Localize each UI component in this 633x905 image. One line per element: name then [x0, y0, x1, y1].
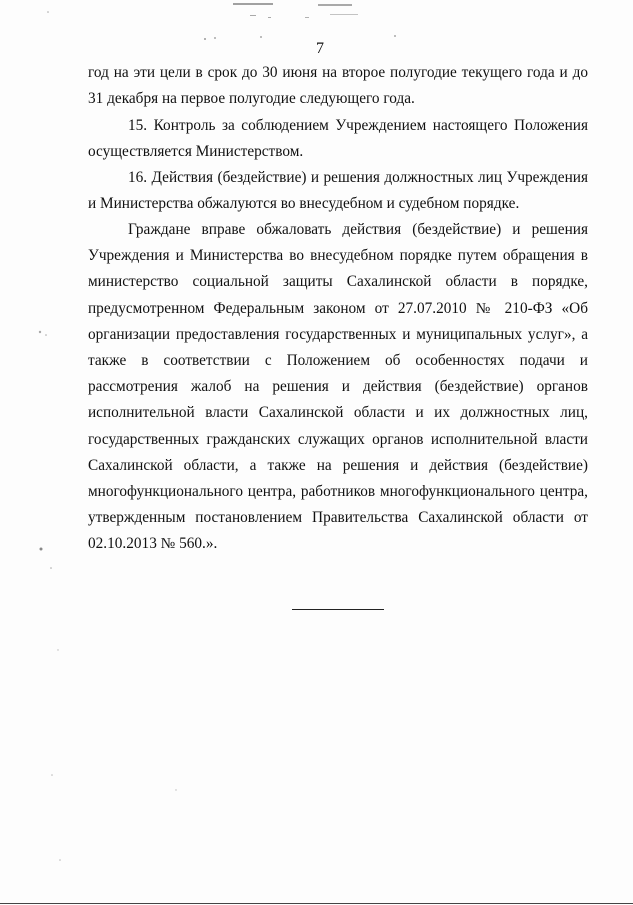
continuation-paragraph	[88, 60, 588, 112]
page-number: 7	[316, 40, 324, 57]
appeal-paragraph	[88, 217, 588, 558]
item-16-paragraph	[88, 165, 588, 217]
end-separator-line	[292, 609, 384, 610]
item-15-paragraph	[88, 113, 588, 165]
paragraph-text: 16. Действия (бездействие) и решения должностных лиц Учреждения и Министерства обжалуются во внесудебном и судебном порядке.	[88, 169, 588, 213]
paragraph-text: год на эти цели в срок до 30 июня на второе полугодие текущего года и до 31 декабря на первое полугодие следующего года.	[88, 64, 588, 108]
paragraph-text: Граждане вправе обжаловать действия (бездействие) и решения Учреждения и Министерства во внесудебном порядке путем обращения в министерство социальной защиты Сахалинской области в порядке, предусмотренном Федеральным законом от 27.07.2010 № 210-ФЗ «Об организации предоставления государственных и муниципальных услуг», а также в соответствии с Положением об особенностях подачи и рассмотрения жалоб на решения и действия (бездействие) органов исполнительной власти Сахалинской области и их должностных лиц, государственных гражданских служащих органов исполнительной власти Сахалинской области, а также на решения и действия (бездействие) многофункционального центра, работников многофункционального центра, утвержденным постановлением Правительства Сахалинской области от 02.10.2013 № 560.».	[88, 221, 588, 553]
paragraph-text: 15. Контроль за соблюдением Учреждением настоящего Положения осуществляется Министерством.	[88, 117, 588, 161]
scan-bottom-edge	[0, 903, 633, 904]
